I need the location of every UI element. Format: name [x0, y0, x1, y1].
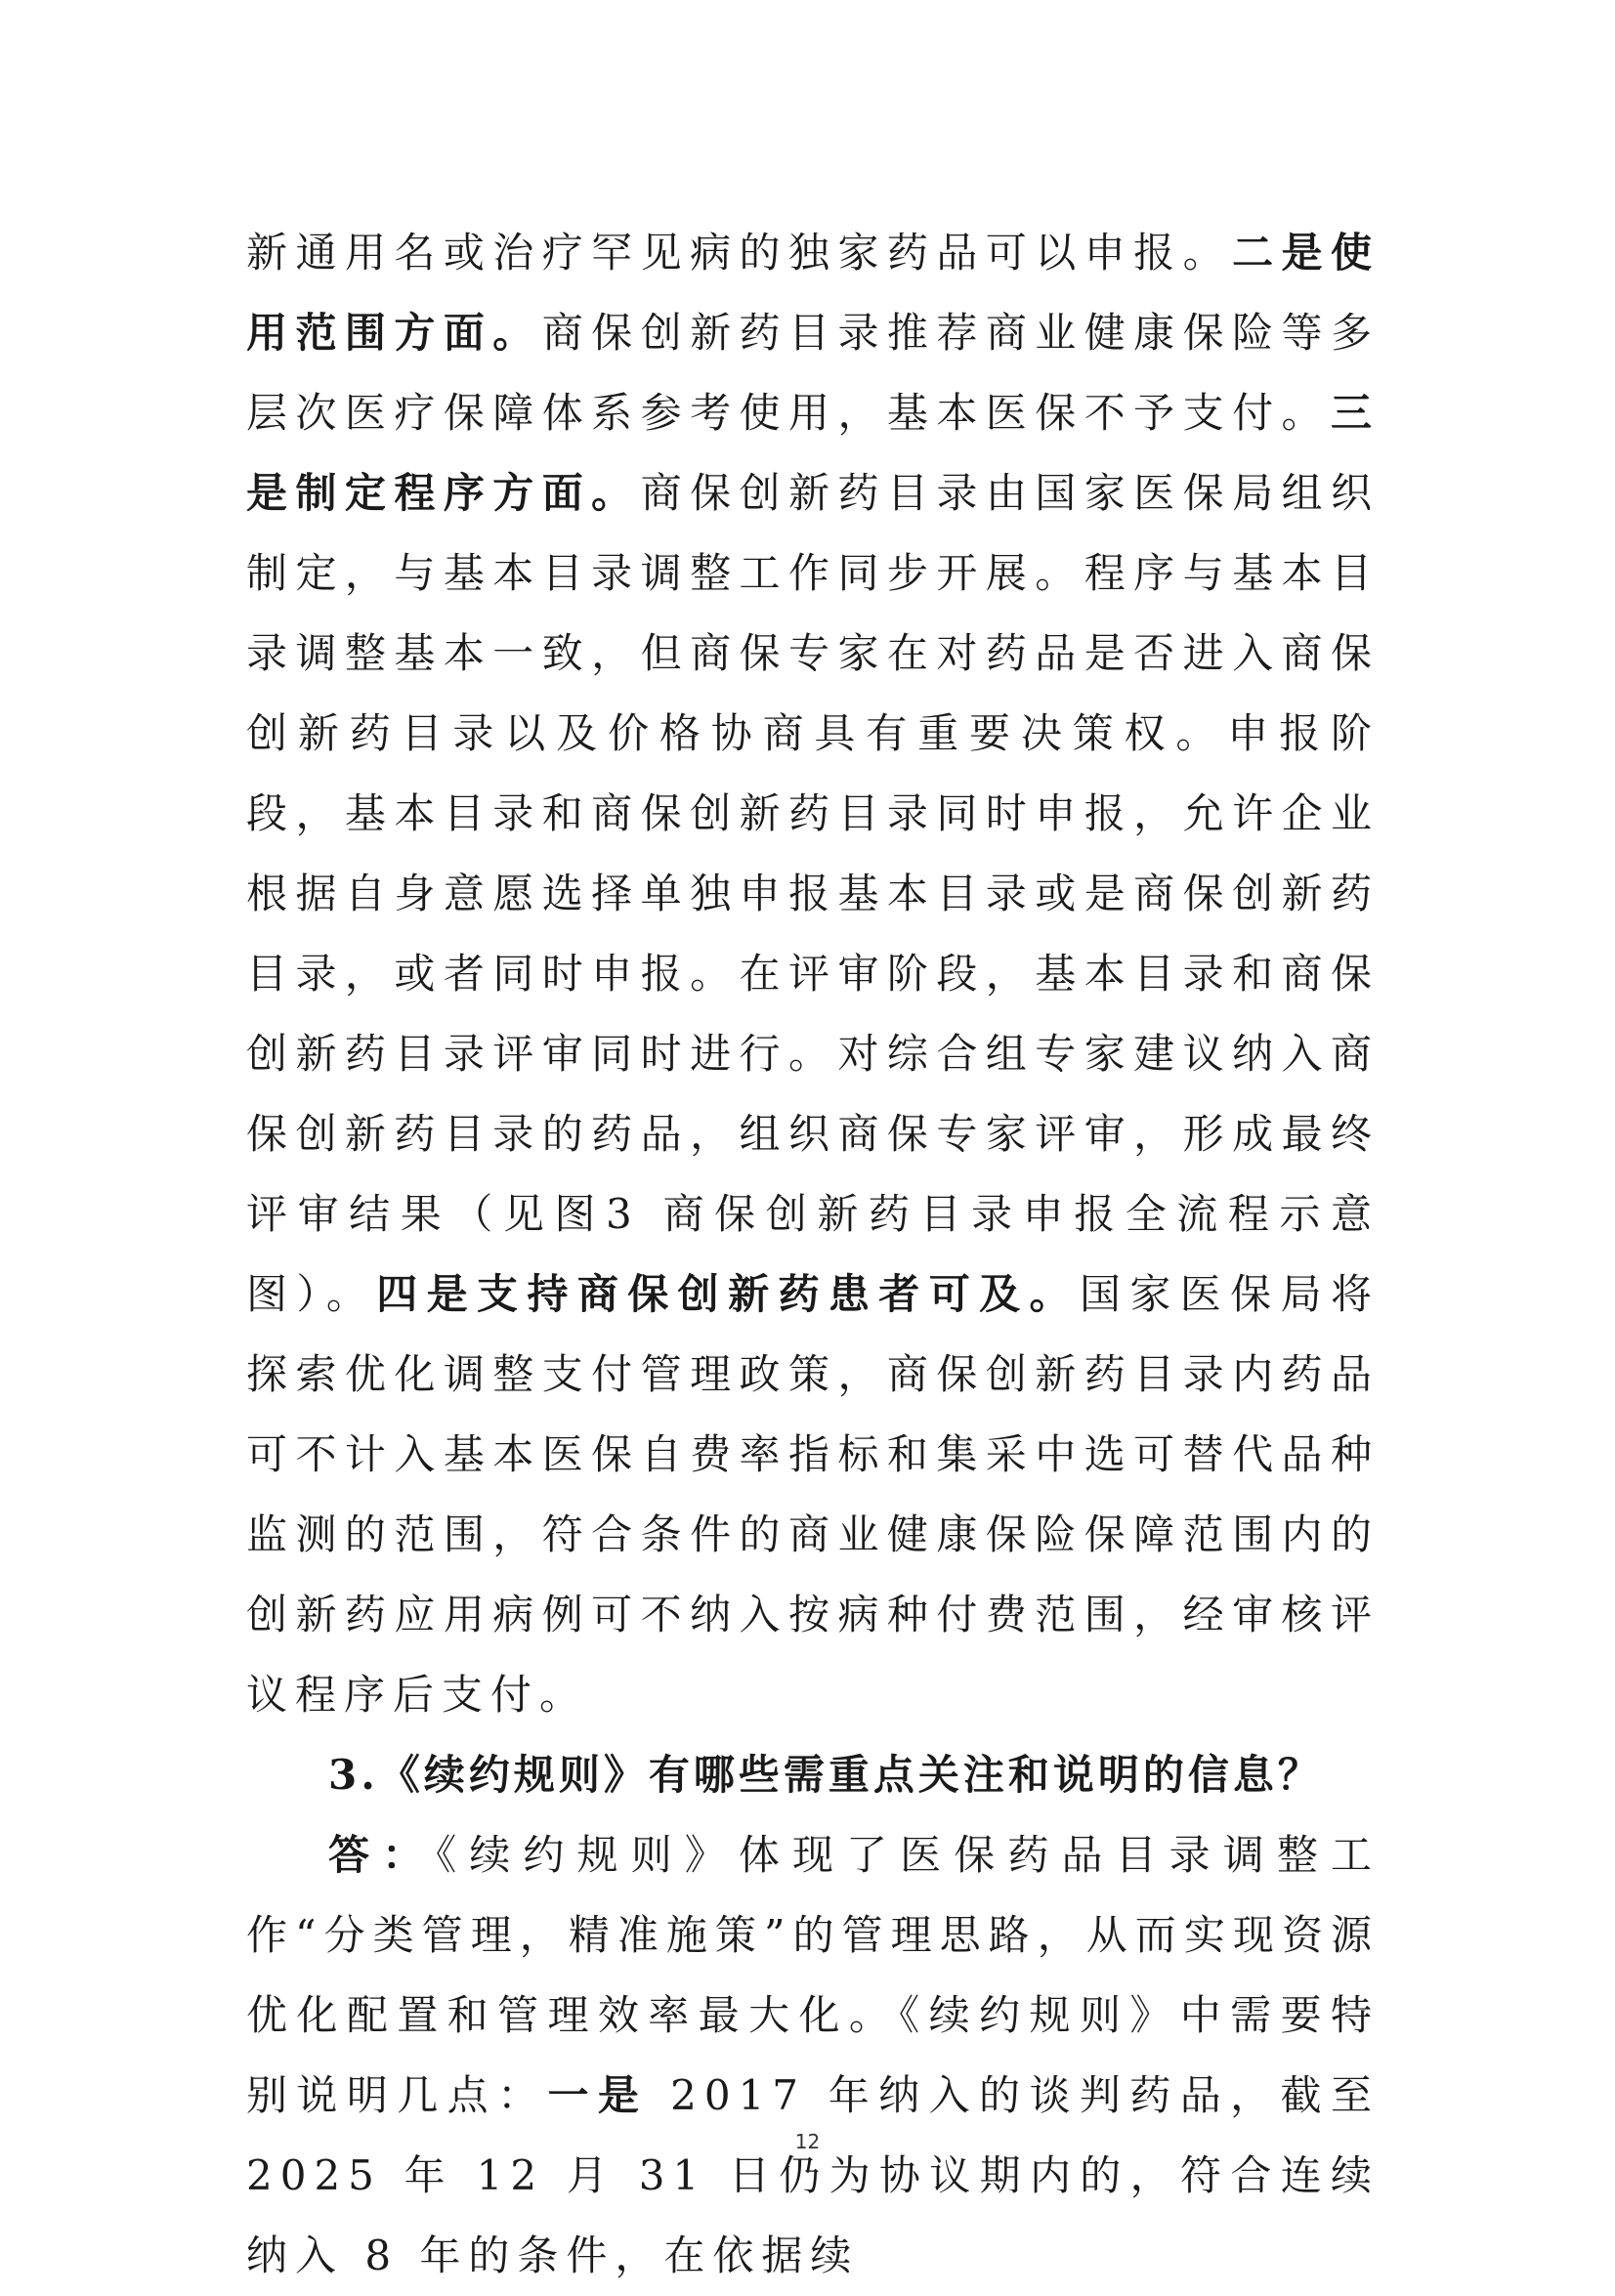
paragraph-text: 商保创新药目录推荐商业健康保险等多层次医疗保障体系参考使用，基本医保不予支付。	[246, 309, 1380, 437]
paragraph-text: 新通用名或治疗罕见病的独家药品可以申报。	[246, 229, 1233, 276]
section-heading: 3.《续约规则》有哪些需重点关注和说明的信息？	[328, 1751, 1323, 1799]
paragraph-text: 国家医保局将探索优化调整支付管理政策，商保创新药目录内药品可不计入基本医保自费率指标和集采中选可替代品种监测的范围，符合条件的商业健康保险保障范围内的创新药应用病例可不纳入按病种付费范围，经审核评议程序后支付。	[246, 1270, 1380, 1719]
page-number: 12	[794, 2130, 821, 2153]
body-paragraph-2	[246, 1815, 1380, 2296]
bold-point-4: 四是支持商保创新药患者可及。	[376, 1270, 1080, 1318]
paragraph-text: 2017 年纳入的谈判药品，截至 2025 年 12 月 31 日仍为协议期内的，符合连续纳入 8 年的条件，在依据续	[246, 2071, 1380, 2279]
bold-point-2: 二是使用范围方面。	[246, 229, 1380, 357]
body-paragraph-1	[246, 213, 1380, 1735]
bold-point-1: 一是	[547, 2071, 649, 2119]
bold-point-3: 三是制定程序方面。	[246, 389, 1380, 517]
paragraph-text: 商保创新药目录由国家医保局组织制定，与基本目录调整工作同步开展。程序与基本目录调整基本一致，但商保专家在对药品是否进入商保创新药目录以及价格协商具有重要决策权。申报阶段，基本目录和商保创新药目录同时申报，允许企业根据自身意愿选择单独申报基本目录或是商保创新药目录，或者同时申报。在评审阶段，基本目录和商保创新药目录评审同时进行。对综合组专家建议纳入商保创新药目录的药品，组织商保专家评审，形成最终评审结果（见图3 商保创新药目录申报全流程示意图）。	[246, 469, 1380, 1318]
document-page	[246, 213, 1380, 2296]
answer-label: 答：	[328, 1831, 437, 1879]
paragraph-text: 《续约规则》体现了医保药品目录调整工作“分类管理，精准施策”的管理思路，从而实现资源优化配置和管理效率最大化。《续约规则》中需要特别说明几点：	[246, 1831, 1380, 2119]
